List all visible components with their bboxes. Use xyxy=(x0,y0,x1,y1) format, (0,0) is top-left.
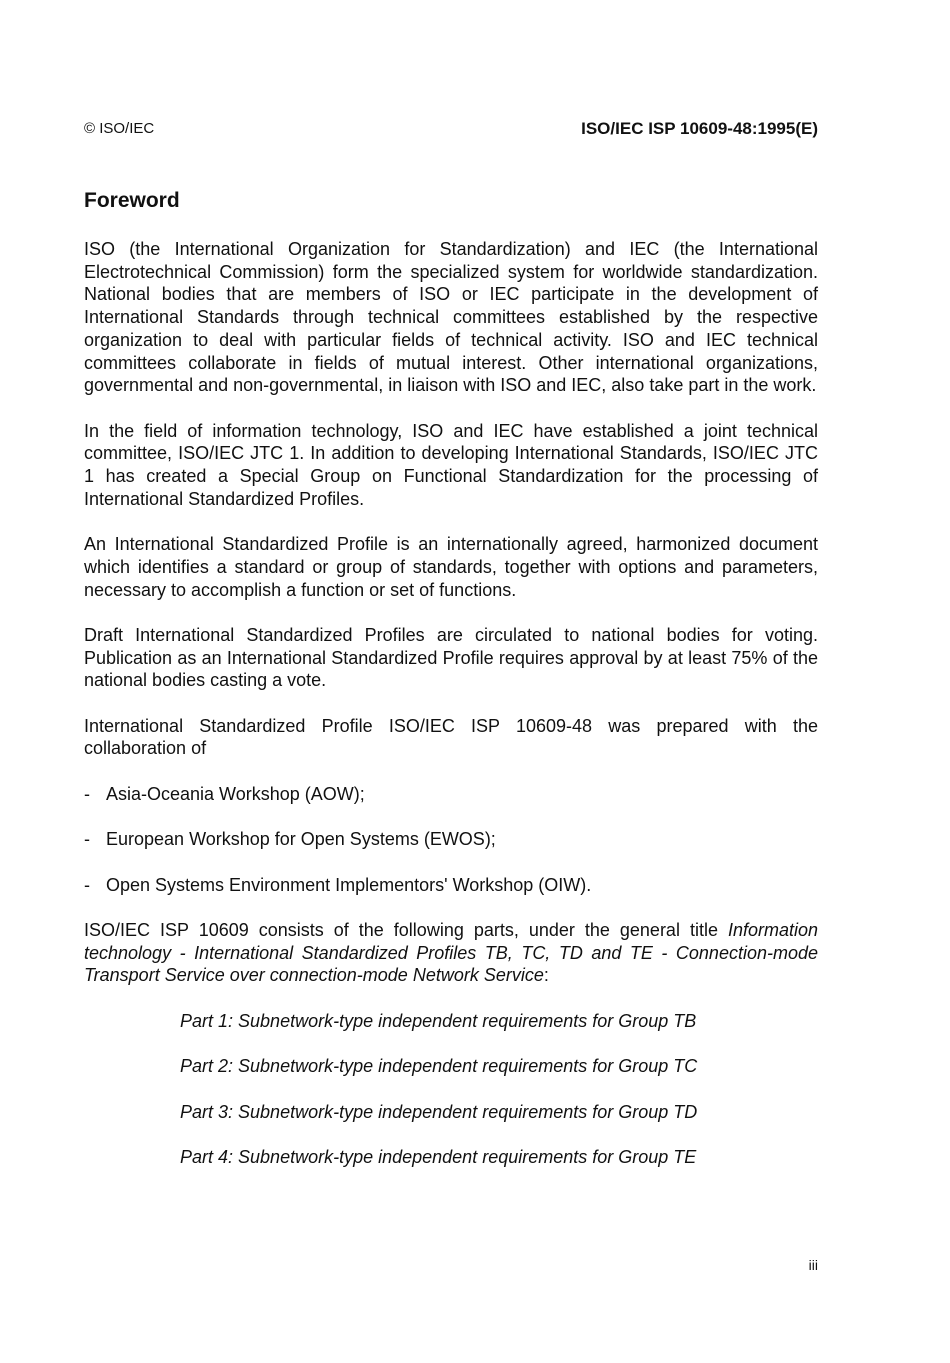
part-item: Part 4: Subnetwork-type independent requirements for Group TE xyxy=(180,1146,697,1167)
paragraph-collaboration: International Standardized Profile ISO/IEC ISP 10609-48 was prepared with the collaboration of xyxy=(84,715,818,759)
bullet-marker: - xyxy=(84,783,90,804)
bullet-marker: - xyxy=(84,874,90,895)
bullet-marker: - xyxy=(84,829,90,850)
document-identifier: ISO/IEC ISP 10609-48:1995(E) xyxy=(581,119,818,138)
page-header xyxy=(84,120,818,140)
page-title: Foreword xyxy=(84,189,180,212)
general-title: Information technology - International Standardized Profiles TB, TC, TD and TE - Connection-mode Transport Service over connection-mode Network Service xyxy=(84,919,818,986)
parts-intro-tail: : xyxy=(543,965,549,986)
paragraph-voting: Draft International Standardized Profiles are circulated to national bodies for voting. Publication as an International Standardized Profile requires approval by at least 75% of the national bodies casting a vote. xyxy=(84,624,818,691)
foreword-body xyxy=(84,238,818,1191)
list-item xyxy=(84,783,818,806)
list-item-text: European Workshop for Open Systems (EWOS); xyxy=(106,829,496,850)
parts-list xyxy=(84,1010,818,1169)
page-number: iii xyxy=(808,1257,818,1273)
part-item: Part 2: Subnetwork-type independent requirements for Group TC xyxy=(180,1056,698,1077)
paragraph-isp-definition: An International Standardized Profile is an internationally agreed, harmonized document which identifies a standard or group of standards, together with options and parameters, necessary to accomplish a function or set of functions. xyxy=(84,534,818,600)
list-item xyxy=(84,874,818,897)
copyright-notice: © ISO/IEC xyxy=(84,120,155,137)
list-item-text: Open Systems Environment Implementors' Workshop (OIW). xyxy=(106,874,592,895)
paragraph-parts-intro xyxy=(84,919,818,987)
paragraph-iso-iec-intro: ISO (the International Organization for Standardization) and IEC (the International Electrotechnical Commission) form the specialized system for worldwide standardization. National bodies that are members of ISO or IEC participate in the development of International Standards through technical committees established by the respective organization to deal with particular fields of technical activity. ISO and IEC technical committees collaborate in fields of mutual interest. Other international organizations, governmental and non-governmental, in liaison with ISO and IEC, also take part in the work. xyxy=(84,239,818,396)
part-item: Part 1: Subnetwork-type independent requirements for Group TB xyxy=(180,1010,697,1031)
list-item xyxy=(84,828,818,851)
list-item-text: Asia-Oceania Workshop (AOW); xyxy=(106,783,365,804)
part-item: Part 3: Subnetwork-type independent requirements for Group TD xyxy=(180,1101,698,1122)
parts-intro-lead: ISO/IEC ISP 10609 consists of the following parts, under the general title xyxy=(84,919,728,940)
paragraph-jtc1: In the field of information technology, ISO and IEC have established a joint technical committee, ISO/IEC JTC 1. In addition to developing International Standards, ISO/IEC JTC 1 has created a Special Group on Functional Standardization for the processing of International Standardized Profiles. xyxy=(84,420,818,509)
